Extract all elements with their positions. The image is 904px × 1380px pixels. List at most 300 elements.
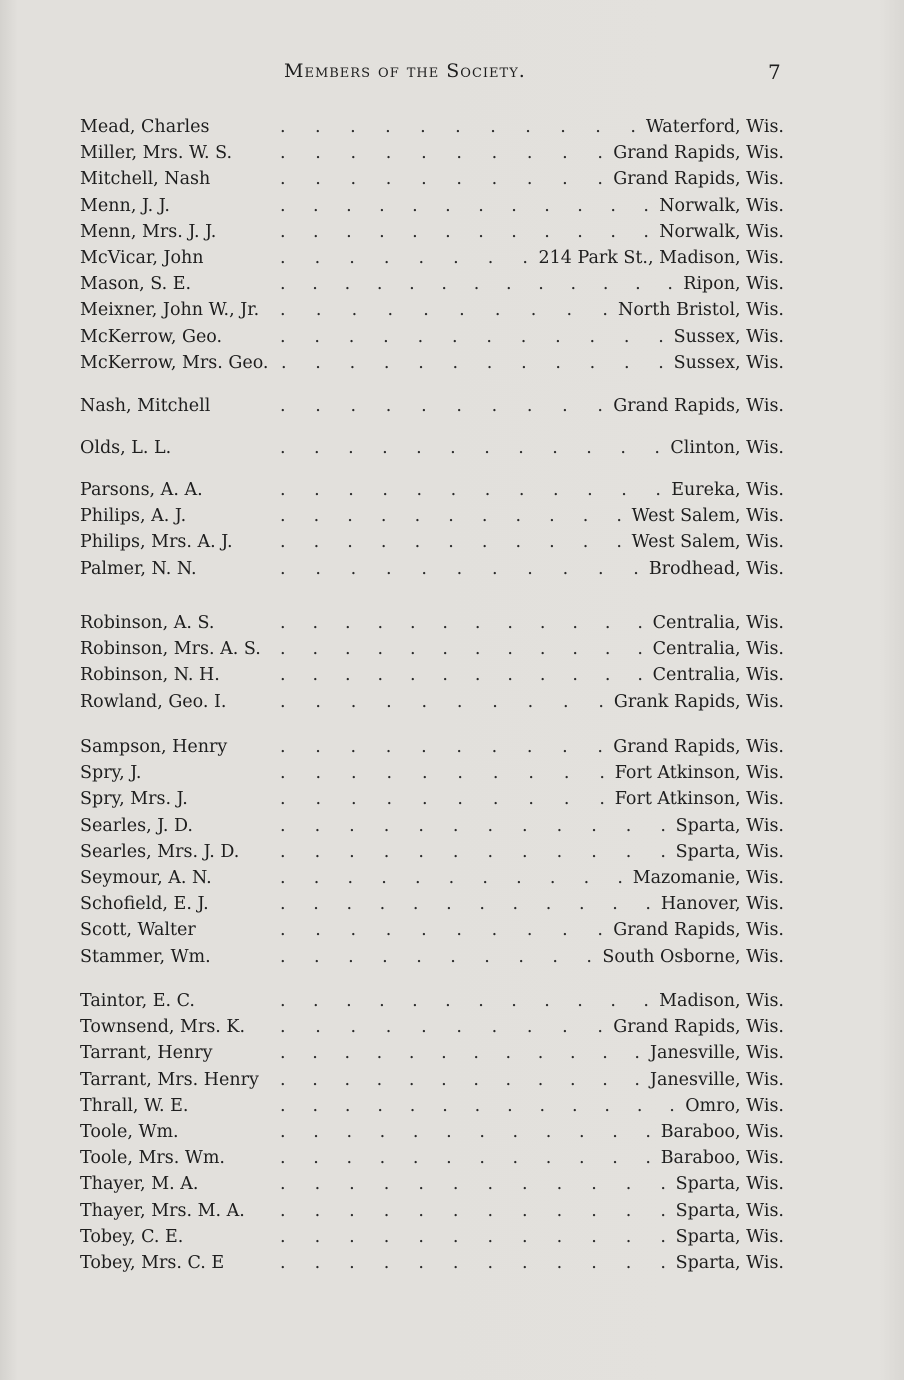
- leader-dot: .: [473, 1069, 479, 1090]
- leader-dot: .: [515, 506, 522, 527]
- leader-dot: .: [314, 1226, 321, 1247]
- leader-dot: .: [589, 352, 596, 373]
- member-name: Scott, Walter: [80, 920, 196, 941]
- leader-dot: .: [456, 169, 462, 190]
- leader-dot: .: [610, 221, 616, 242]
- leader-dot: .: [612, 1148, 618, 1169]
- leader-dot: .: [521, 352, 527, 373]
- member-row: [80, 1171, 790, 1197]
- member-location: Sparta, Wis.: [675, 1252, 784, 1273]
- leader-dot: .: [507, 1095, 513, 1116]
- leader-dot: .: [492, 691, 498, 712]
- dot-leader: [280, 529, 622, 555]
- member-name: Stammer, Wm.: [80, 946, 211, 967]
- leader-dot: .: [383, 247, 390, 268]
- leader-dot: .: [645, 1121, 651, 1142]
- leader-dot: .: [473, 274, 480, 295]
- dot-leader: [280, 503, 622, 529]
- leader-dot: .: [385, 558, 392, 579]
- member-location: Janesville, Wis.: [649, 1043, 784, 1064]
- member-row: [80, 114, 790, 140]
- member-row: [80, 140, 790, 166]
- member-name: Mitchell, Nash: [80, 169, 211, 190]
- dot-leader: [280, 140, 603, 166]
- leader-dot: .: [280, 763, 286, 784]
- member-row: [80, 324, 790, 350]
- leader-dot: .: [452, 841, 459, 862]
- member-location: West Salem, Wis.: [631, 532, 784, 553]
- leader-dot: .: [625, 1252, 632, 1273]
- member-location: Waterford, Wis.: [645, 117, 784, 137]
- member-row: [80, 610, 790, 636]
- leader-dot: .: [383, 1200, 390, 1221]
- leader-dot: .: [385, 1017, 392, 1038]
- dot-leader: [280, 917, 603, 943]
- leader-dot: .: [349, 352, 356, 373]
- leader-dot: .: [280, 867, 286, 888]
- leader-dot: .: [518, 946, 524, 967]
- dot-leader: [280, 760, 605, 786]
- leader-dot: .: [280, 991, 286, 1011]
- leader-dot: .: [448, 532, 454, 553]
- leader-dot: .: [441, 1043, 447, 1064]
- member-location: Centralia, Wis.: [652, 613, 784, 633]
- leader-dot: .: [479, 1148, 485, 1169]
- member-section: [80, 477, 790, 582]
- leader-dot: .: [637, 639, 643, 660]
- leader-dot: .: [474, 665, 481, 686]
- leader-dot: .: [595, 117, 601, 137]
- leader-dot: .: [409, 274, 415, 295]
- leader-dot: .: [313, 867, 320, 888]
- leader-dot: .: [491, 920, 498, 941]
- leader-dot: .: [658, 352, 664, 373]
- leader-dot: .: [315, 789, 322, 810]
- leader-dot: .: [280, 143, 286, 164]
- leader-dot: .: [379, 894, 386, 915]
- member-name: Thrall, W. E.: [80, 1095, 189, 1116]
- leader-dot: .: [376, 1069, 383, 1090]
- member-row: [80, 813, 790, 839]
- leader-dot: .: [377, 639, 384, 660]
- leader-dot: .: [377, 1095, 383, 1116]
- leader-dot: .: [587, 480, 593, 500]
- dot-leader: [280, 1198, 666, 1224]
- leader-dot: .: [487, 1226, 494, 1247]
- leader-dot: .: [507, 613, 513, 633]
- dot-leader: [280, 166, 603, 192]
- leader-dot: .: [612, 1121, 618, 1142]
- leader-dot: .: [539, 613, 546, 633]
- leader-dot: .: [344, 274, 351, 295]
- leader-dot: .: [645, 1148, 651, 1169]
- leader-dot: .: [616, 532, 622, 553]
- leader-dot: .: [610, 991, 616, 1011]
- leader-dot: .: [421, 920, 427, 941]
- member-location: Eureka, Wis.: [671, 480, 784, 500]
- leader-dot: .: [386, 691, 392, 712]
- leader-dot: .: [349, 247, 355, 268]
- leader-dot: .: [563, 789, 570, 810]
- leader-dot: .: [280, 1121, 286, 1142]
- leader-dot: .: [597, 143, 603, 164]
- leader-dot: .: [280, 1226, 286, 1247]
- leader-dot: .: [350, 117, 356, 137]
- leader-dot: .: [486, 326, 492, 347]
- dot-leader: [280, 1093, 675, 1119]
- leader-dot: .: [562, 737, 568, 757]
- leader-dot: .: [280, 920, 286, 941]
- leader-dot: .: [623, 352, 630, 373]
- leader-dot: .: [492, 763, 499, 784]
- leader-dot: .: [518, 480, 525, 500]
- member-location: Fort Atkinson, Wis.: [614, 789, 784, 810]
- leader-dot: .: [349, 1174, 355, 1195]
- leader-dot: .: [598, 691, 604, 712]
- dot-leader: [280, 610, 643, 636]
- leader-dot: .: [380, 506, 387, 527]
- leader-dot: .: [315, 352, 321, 373]
- leader-dot: .: [604, 639, 611, 660]
- leader-dot: .: [582, 506, 589, 527]
- leader-dot: .: [280, 169, 286, 190]
- member-location: Sparta, Wis.: [675, 815, 784, 836]
- dot-leader: [280, 1145, 651, 1171]
- leader-dot: .: [478, 221, 484, 242]
- leader-dot: .: [280, 613, 286, 633]
- leader-dot: .: [545, 894, 552, 915]
- leader-dot: .: [350, 763, 357, 784]
- leader-dot: .: [315, 143, 321, 164]
- leader-dot: .: [383, 1226, 390, 1247]
- leader-dot: .: [562, 143, 568, 164]
- leader-dot: .: [456, 396, 462, 416]
- leader-dot: .: [315, 763, 322, 784]
- leader-dot: .: [555, 352, 561, 373]
- leader-dot: .: [445, 221, 451, 242]
- leader-dot: .: [418, 815, 424, 836]
- leader-dot: .: [421, 789, 428, 810]
- member-row: [80, 1250, 790, 1276]
- leader-dot: .: [280, 247, 286, 268]
- dot-leader: [280, 393, 603, 419]
- member-section: [80, 988, 790, 1276]
- leader-dot: .: [385, 396, 392, 416]
- leader-dot: .: [459, 300, 465, 321]
- dot-leader: [280, 324, 664, 350]
- leader-dot: .: [591, 841, 597, 862]
- leader-dot: .: [414, 532, 421, 553]
- member-row: [80, 245, 790, 271]
- leader-dot: .: [623, 326, 630, 347]
- leader-dot: .: [505, 1069, 512, 1090]
- member-name: Toole, Wm.: [80, 1121, 179, 1142]
- leader-dot: .: [528, 763, 534, 784]
- leader-dot: .: [314, 247, 321, 268]
- dot-leader: [280, 839, 666, 865]
- member-location: Baraboo, Wis.: [660, 1148, 784, 1169]
- leader-dot: .: [456, 558, 463, 579]
- leader-dot: .: [491, 558, 498, 579]
- member-name: Tobey, Mrs. C. E: [80, 1252, 225, 1273]
- leader-dot: .: [315, 737, 321, 757]
- leader-dot: .: [412, 1148, 419, 1169]
- member-location: Madison, Wis.: [659, 991, 784, 1011]
- member-name: Spry, Mrs. J.: [80, 789, 188, 810]
- leader-dot: .: [512, 1148, 519, 1169]
- member-row: [80, 689, 790, 715]
- member-row: [80, 662, 790, 688]
- leader-dot: .: [445, 991, 451, 1011]
- leader-dot: .: [412, 991, 418, 1011]
- leader-dot: .: [412, 894, 419, 915]
- member-location: Sparta, Wis.: [675, 1174, 784, 1195]
- leader-dot: .: [487, 247, 494, 268]
- dot-leader: [280, 435, 660, 461]
- member-name: McVicar, John: [80, 247, 204, 268]
- dot-leader: [280, 689, 604, 715]
- member-row: [80, 219, 790, 245]
- leader-dot: .: [442, 1095, 448, 1116]
- leader-dot: .: [441, 274, 447, 295]
- member-location: 214 Park St., Madison, Wis.: [538, 247, 784, 268]
- leader-dot: .: [350, 737, 357, 757]
- leader-dot: .: [349, 1200, 355, 1221]
- dot-leader: [280, 219, 649, 245]
- leader-dot: .: [313, 221, 319, 242]
- leader-dot: .: [280, 946, 286, 967]
- member-section: [80, 393, 790, 419]
- leader-dot: .: [385, 920, 392, 941]
- leader-dot: .: [599, 789, 605, 810]
- dot-leader: [280, 636, 643, 662]
- leader-dot: .: [549, 867, 556, 888]
- leader-dot: .: [412, 1121, 419, 1142]
- leader-dot: .: [617, 867, 623, 888]
- leader-dot: .: [552, 946, 558, 967]
- leader-dot: .: [634, 1069, 640, 1090]
- member-name: Philips, A. J.: [80, 506, 187, 527]
- leader-dot: .: [473, 1043, 479, 1064]
- leader-dot: .: [527, 691, 534, 712]
- member-name: Parsons, A. A.: [80, 480, 203, 500]
- member-row: [80, 1067, 790, 1093]
- leader-dot: .: [625, 841, 632, 862]
- leader-dot: .: [456, 691, 463, 712]
- leader-dot: .: [582, 532, 589, 553]
- member-row: [80, 944, 790, 970]
- leader-dot: .: [350, 558, 357, 579]
- leader-dot: .: [655, 480, 661, 500]
- leader-dot: .: [528, 789, 534, 810]
- leader-dot: .: [660, 1226, 666, 1247]
- leader-dot: .: [350, 920, 357, 941]
- leader-dot: .: [527, 558, 533, 579]
- member-location: Norwalk, Wis.: [659, 195, 784, 216]
- member-location: Grand Rapids, Wis.: [613, 737, 784, 757]
- leader-dot: .: [522, 1200, 528, 1221]
- leader-dot: .: [602, 1043, 608, 1064]
- leader-dot: .: [416, 480, 423, 500]
- leader-dot: .: [350, 691, 357, 712]
- leader-dot: .: [421, 396, 427, 416]
- member-name: Meixner, John W., Jr.: [80, 300, 260, 321]
- dot-leader: [280, 1040, 640, 1066]
- leader-dot: .: [556, 815, 563, 836]
- leader-dot: .: [482, 867, 488, 888]
- member-name: Sampson, Henry: [80, 737, 228, 757]
- leader-dot: .: [556, 1174, 563, 1195]
- member-row: [80, 865, 790, 891]
- leader-dot: .: [484, 946, 490, 967]
- member-name: Palmer, N. N.: [80, 558, 197, 579]
- member-location: Grand Rapids, Wis.: [613, 396, 784, 416]
- dot-leader: [280, 662, 643, 688]
- leader-dot: .: [314, 1174, 321, 1195]
- leader-dot: .: [280, 221, 286, 242]
- leader-dot: .: [452, 1200, 459, 1221]
- leader-dot: .: [377, 665, 384, 686]
- leader-dot: .: [512, 1121, 519, 1142]
- leader-dot: .: [578, 1121, 585, 1142]
- leader-dot: .: [280, 1148, 286, 1169]
- member-location: Centralia, Wis.: [652, 665, 784, 686]
- member-row: [80, 297, 790, 323]
- member-row: [80, 193, 790, 219]
- leader-dot: .: [537, 1043, 544, 1064]
- member-name: Tarrant, Mrs. Henry: [80, 1069, 259, 1090]
- member-row: [80, 556, 790, 582]
- leader-dot: .: [409, 639, 416, 660]
- member-row: [80, 529, 790, 555]
- leader-dot: .: [280, 326, 286, 347]
- leader-dot: .: [511, 195, 517, 216]
- leader-dot: .: [530, 300, 537, 321]
- dot-leader: [280, 114, 636, 140]
- member-location: Clinton, Wis.: [670, 438, 784, 458]
- dot-leader: [280, 865, 623, 891]
- leader-dot: .: [414, 867, 421, 888]
- leader-dot: .: [660, 1252, 666, 1273]
- leader-dot: .: [487, 841, 494, 862]
- member-location: Brodhead, Wis.: [648, 558, 784, 579]
- leader-dot: .: [452, 1226, 459, 1247]
- leader-dot: .: [280, 1069, 286, 1090]
- member-name: Robinson, N. H.: [80, 665, 220, 686]
- leader-dot: .: [452, 352, 459, 373]
- member-location: Janesville, Wis.: [649, 1069, 784, 1090]
- leader-dot: .: [417, 326, 424, 347]
- leader-dot: .: [381, 867, 387, 888]
- leader-dot: .: [512, 894, 519, 915]
- leader-dot: .: [577, 195, 583, 216]
- member-section: [80, 114, 790, 376]
- leader-dot: .: [386, 763, 393, 784]
- leader-dot: .: [452, 1174, 459, 1195]
- dot-leader: [280, 734, 603, 760]
- leader-dot: .: [315, 169, 321, 190]
- leader-dot: .: [446, 1121, 452, 1142]
- member-row: [80, 1014, 790, 1040]
- leader-dot: .: [526, 737, 533, 757]
- leader-dot: .: [346, 1121, 353, 1142]
- leader-dot: .: [423, 300, 429, 321]
- leader-dot: .: [450, 480, 457, 500]
- leader-dot: .: [583, 867, 590, 888]
- dot-leader: [280, 556, 639, 582]
- dot-leader: [280, 891, 651, 917]
- leader-dot: .: [556, 1226, 563, 1247]
- leader-dot: .: [602, 1069, 608, 1090]
- leader-dot: .: [549, 506, 555, 527]
- leader-dot: .: [643, 221, 649, 242]
- leader-dot: .: [383, 352, 390, 373]
- leader-dot: .: [313, 991, 319, 1011]
- leader-dot: .: [552, 438, 558, 458]
- leader-dot: .: [312, 639, 319, 660]
- leader-dot: .: [658, 326, 664, 347]
- leader-dot: .: [350, 789, 357, 810]
- dot-leader: [280, 245, 528, 271]
- leader-dot: .: [346, 1148, 353, 1169]
- leader-dot: .: [505, 1043, 512, 1064]
- leader-dot: .: [636, 1095, 643, 1116]
- leader-dot: .: [418, 1226, 424, 1247]
- leader-dot: .: [556, 841, 563, 862]
- leader-dot: .: [522, 1226, 528, 1247]
- leader-dot: .: [553, 480, 559, 500]
- leader-dot: .: [346, 195, 352, 216]
- leader-dot: .: [315, 558, 321, 579]
- leader-dot: .: [625, 1174, 632, 1195]
- leader-dot: .: [625, 1226, 632, 1247]
- leader-dot: .: [526, 143, 533, 164]
- member-name: Robinson, Mrs. A. S.: [80, 639, 261, 660]
- leader-dot: .: [633, 558, 639, 579]
- leader-dot: .: [491, 169, 498, 190]
- member-name: Spry, J.: [80, 763, 142, 784]
- member-name: Menn, Mrs. J. J.: [80, 221, 217, 242]
- leader-dot: .: [418, 247, 425, 268]
- leader-dot: .: [313, 195, 319, 216]
- leader-dot: .: [349, 815, 355, 836]
- leader-dot: .: [616, 506, 622, 527]
- member-name: Mead, Charles: [80, 117, 210, 137]
- leader-dot: .: [526, 920, 533, 941]
- leader-dot: .: [597, 396, 603, 416]
- member-location: Hanover, Wis.: [660, 894, 784, 915]
- member-row: [80, 350, 790, 376]
- leader-dot: .: [578, 894, 585, 915]
- member-location: West Salem, Wis.: [631, 506, 784, 527]
- leader-dot: .: [474, 613, 481, 633]
- leader-dot: .: [522, 841, 528, 862]
- leader-dot: .: [549, 532, 555, 553]
- dot-leader: [280, 1224, 666, 1250]
- leader-dot: .: [314, 841, 321, 862]
- leader-dot: .: [566, 300, 573, 321]
- member-row: [80, 1119, 790, 1145]
- leader-dot: .: [408, 1069, 415, 1090]
- leader-dot: .: [572, 665, 578, 686]
- leader-dot: .: [350, 143, 357, 164]
- member-name: Tarrant, Henry: [80, 1043, 213, 1064]
- leader-dot: .: [453, 247, 459, 268]
- member-name: Schofield, E. J.: [80, 894, 209, 915]
- leader-dot: .: [526, 169, 533, 190]
- leader-dot: .: [280, 665, 286, 686]
- leader-dot: .: [591, 1174, 597, 1195]
